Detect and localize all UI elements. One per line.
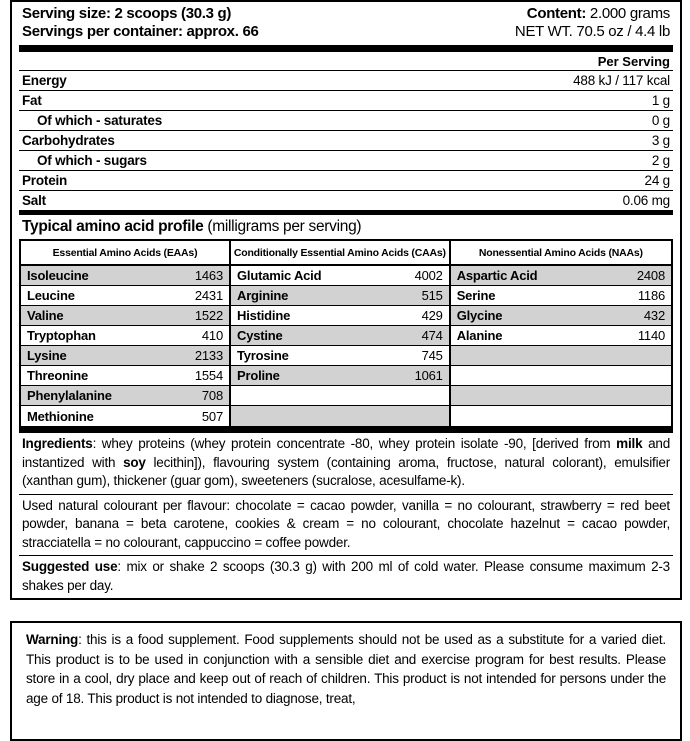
- amino-value: 745: [421, 348, 443, 363]
- amino-cell: [231, 326, 449, 346]
- amino-cell: [21, 346, 229, 366]
- amino-value: 1140: [637, 328, 665, 343]
- amino-cell: [231, 406, 449, 426]
- amino-value: 1522: [194, 308, 223, 323]
- nutrient-label: Salt: [22, 193, 46, 208]
- text-segment: soy: [123, 454, 146, 470]
- text-segment: Warning: [26, 632, 79, 647]
- amino-cell: [21, 266, 229, 286]
- nutrition-row: [19, 91, 673, 111]
- nutrition-row: [19, 71, 673, 91]
- nutrient-label: Energy: [22, 73, 67, 88]
- nutrient-label: Carbohydrates: [22, 133, 115, 148]
- serving-size: Serving size: 2 scoops (30.3 g): [22, 5, 232, 22]
- amino-value: 474: [421, 328, 443, 343]
- amino-name: Lysine: [27, 348, 67, 363]
- amino-value: 1463: [194, 268, 223, 283]
- amino-cell: [231, 286, 449, 306]
- per-serving-header: Per Serving: [19, 52, 673, 71]
- nutrient-value: 1 g: [651, 93, 670, 108]
- amino-value: 1061: [414, 368, 443, 383]
- text-segment: milk: [616, 436, 643, 451]
- amino-cell: [451, 286, 671, 306]
- colourants-paragraph: [19, 495, 673, 557]
- amino-name: Glycine: [456, 308, 503, 323]
- amino-name: Arginine: [237, 288, 289, 303]
- amino-name: Isoleucine: [27, 268, 89, 283]
- text-segment: : mix or shake 2 scoops (30.3 g) with 200 ml of cold water. Please consume maximum 2-3 shakes per day.: [22, 559, 670, 593]
- amino-name: Tyrosine: [237, 348, 289, 363]
- amino-name: Threonine: [27, 368, 89, 383]
- amino-value: 1554: [194, 368, 223, 383]
- amino-column-header: Essential Amino Acids (EAAs): [21, 241, 229, 266]
- amino-name: Proline: [237, 368, 280, 383]
- nutrition-row: [19, 111, 673, 131]
- ingredients-paragraph: [19, 433, 673, 495]
- amino-name: Valine: [27, 308, 64, 323]
- text-segment: Used natural colourant per flavour: chocolate = cacao powder, vanilla = no colourant, strawberry = red beet powder, banana = beta carotene, cookies & cream = no colourant, chocolate hazelnut = cacao powder, stracciatella = no colourant, cappuccino = coffee powder.: [22, 497, 670, 550]
- amino-cell: [21, 326, 229, 346]
- amino-name: Alanine: [456, 328, 503, 343]
- amino-cell: [21, 366, 229, 386]
- nutrition-row: [19, 191, 673, 210]
- amino-value: 429: [421, 308, 443, 323]
- text-segment: and instantized with: [22, 436, 670, 470]
- amino-name: Serine: [456, 288, 496, 303]
- amino-column: [229, 241, 449, 426]
- amino-acid-table: [19, 239, 673, 428]
- nutrient-value: 3 g: [651, 133, 670, 148]
- amino-column: [21, 241, 229, 426]
- nutrition-table: [12, 71, 680, 210]
- nutrition-row: [19, 151, 673, 171]
- warning-panel: [10, 621, 682, 741]
- amino-cell: [21, 286, 229, 306]
- net-weight: NET WT. 70.5 oz / 4.4 lb: [514, 23, 670, 40]
- amino-name: Aspartic Acid: [456, 268, 538, 283]
- text-segment: : whey proteins (whey protein concentrate -80, whey protein isolate -90, [derived from: [92, 436, 617, 451]
- amino-name: Cystine: [237, 328, 283, 343]
- nutrition-row: [19, 131, 673, 151]
- amino-value: 432: [643, 308, 665, 323]
- nutrient-value: 488 kJ / 117 kcal: [573, 73, 670, 88]
- nutrient-label: Of which - saturates: [37, 113, 163, 128]
- amino-value: 2431: [194, 288, 223, 303]
- amino-cell: [451, 386, 671, 406]
- nutrient-label: Fat: [22, 93, 42, 108]
- amino-title-subtitle: (milligrams per serving): [203, 218, 362, 235]
- text-segment: Ingredients: [22, 436, 93, 451]
- amino-column-header: Conditionally Essential Amino Acids (CAAs): [231, 241, 449, 266]
- amino-cell: [451, 326, 671, 346]
- amino-value: 410: [201, 328, 223, 343]
- amino-cell: [231, 366, 449, 386]
- nutrition-row: [19, 171, 673, 191]
- amino-cell: [451, 366, 671, 386]
- amino-value: 515: [421, 288, 443, 303]
- content-value: 2.000 grams: [586, 5, 670, 22]
- suggested-use-paragraph: [19, 556, 673, 598]
- amino-cell: [21, 306, 229, 326]
- nutrition-label-panel: [10, 0, 682, 600]
- amino-cell: [231, 306, 449, 326]
- content-label: Content:: [526, 5, 587, 22]
- amino-cell: [231, 346, 449, 366]
- text-segment: lecithin]), flavouring system (containing aroma, fructose, natural colorant), emulsifier (xanthan gum), thickener (guar gom), sweeteners (sucralose, acesulfame-k).: [22, 454, 670, 488]
- amino-cell: [21, 406, 229, 426]
- amino-profile-title: [12, 215, 680, 239]
- text-segment: Suggested use: [22, 559, 118, 574]
- amino-cell: [231, 386, 449, 406]
- nutrient-value: 0.06 mg: [622, 193, 670, 208]
- warning-paragraph: [23, 628, 669, 711]
- amino-value: 2133: [194, 348, 223, 363]
- amino-cell: [451, 306, 671, 326]
- serving-header: [12, 2, 680, 45]
- amino-value: 1186: [637, 288, 665, 303]
- amino-name: Leucine: [27, 288, 75, 303]
- amino-name: Tryptophan: [27, 328, 96, 343]
- amino-column-header: Nonessential Amino Acids (NAAs): [451, 241, 671, 266]
- nutrient-value: 0 g: [651, 113, 670, 128]
- nutrient-value: 24 g: [644, 173, 670, 188]
- separator-bar: [19, 45, 673, 52]
- amino-value: 2408: [636, 268, 665, 283]
- amino-value: 507: [201, 408, 223, 424]
- amino-cell: [451, 266, 671, 286]
- amino-cell: [451, 406, 671, 426]
- amino-name: Phenylalanine: [27, 388, 112, 403]
- amino-cell: [231, 266, 449, 286]
- amino-cell: [21, 386, 229, 406]
- content-line: [515, 5, 670, 23]
- amino-column: [449, 241, 671, 426]
- amino-title-text: Typical amino acid profile: [22, 218, 204, 235]
- nutrient-label: Protein: [22, 173, 68, 188]
- amino-name: Histidine: [237, 308, 291, 323]
- amino-cell: [451, 346, 671, 366]
- serving-info: [22, 5, 259, 41]
- amino-name: Methionine: [27, 408, 94, 424]
- amino-value: 708: [201, 388, 223, 403]
- nutrient-value: 2 g: [651, 153, 670, 168]
- amino-name: Glutamic Acid: [237, 268, 322, 283]
- servings-per-container: Servings per container: approx. 66: [22, 23, 259, 40]
- content-info: [515, 5, 670, 41]
- nutrient-label: Of which - sugars: [37, 153, 147, 168]
- text-segment: : this is a food supplement. Food supplements should not be used as a substitute for a varied diet. This product is to be used in conjunction with a sensible diet and exercise program for best results. Please store in a cool, dry place and keep out of reach of children. This product is not intended for persons under the age of 18. This product is not intended to diagnose, treat,: [26, 632, 666, 706]
- amino-value: 4002: [414, 268, 443, 283]
